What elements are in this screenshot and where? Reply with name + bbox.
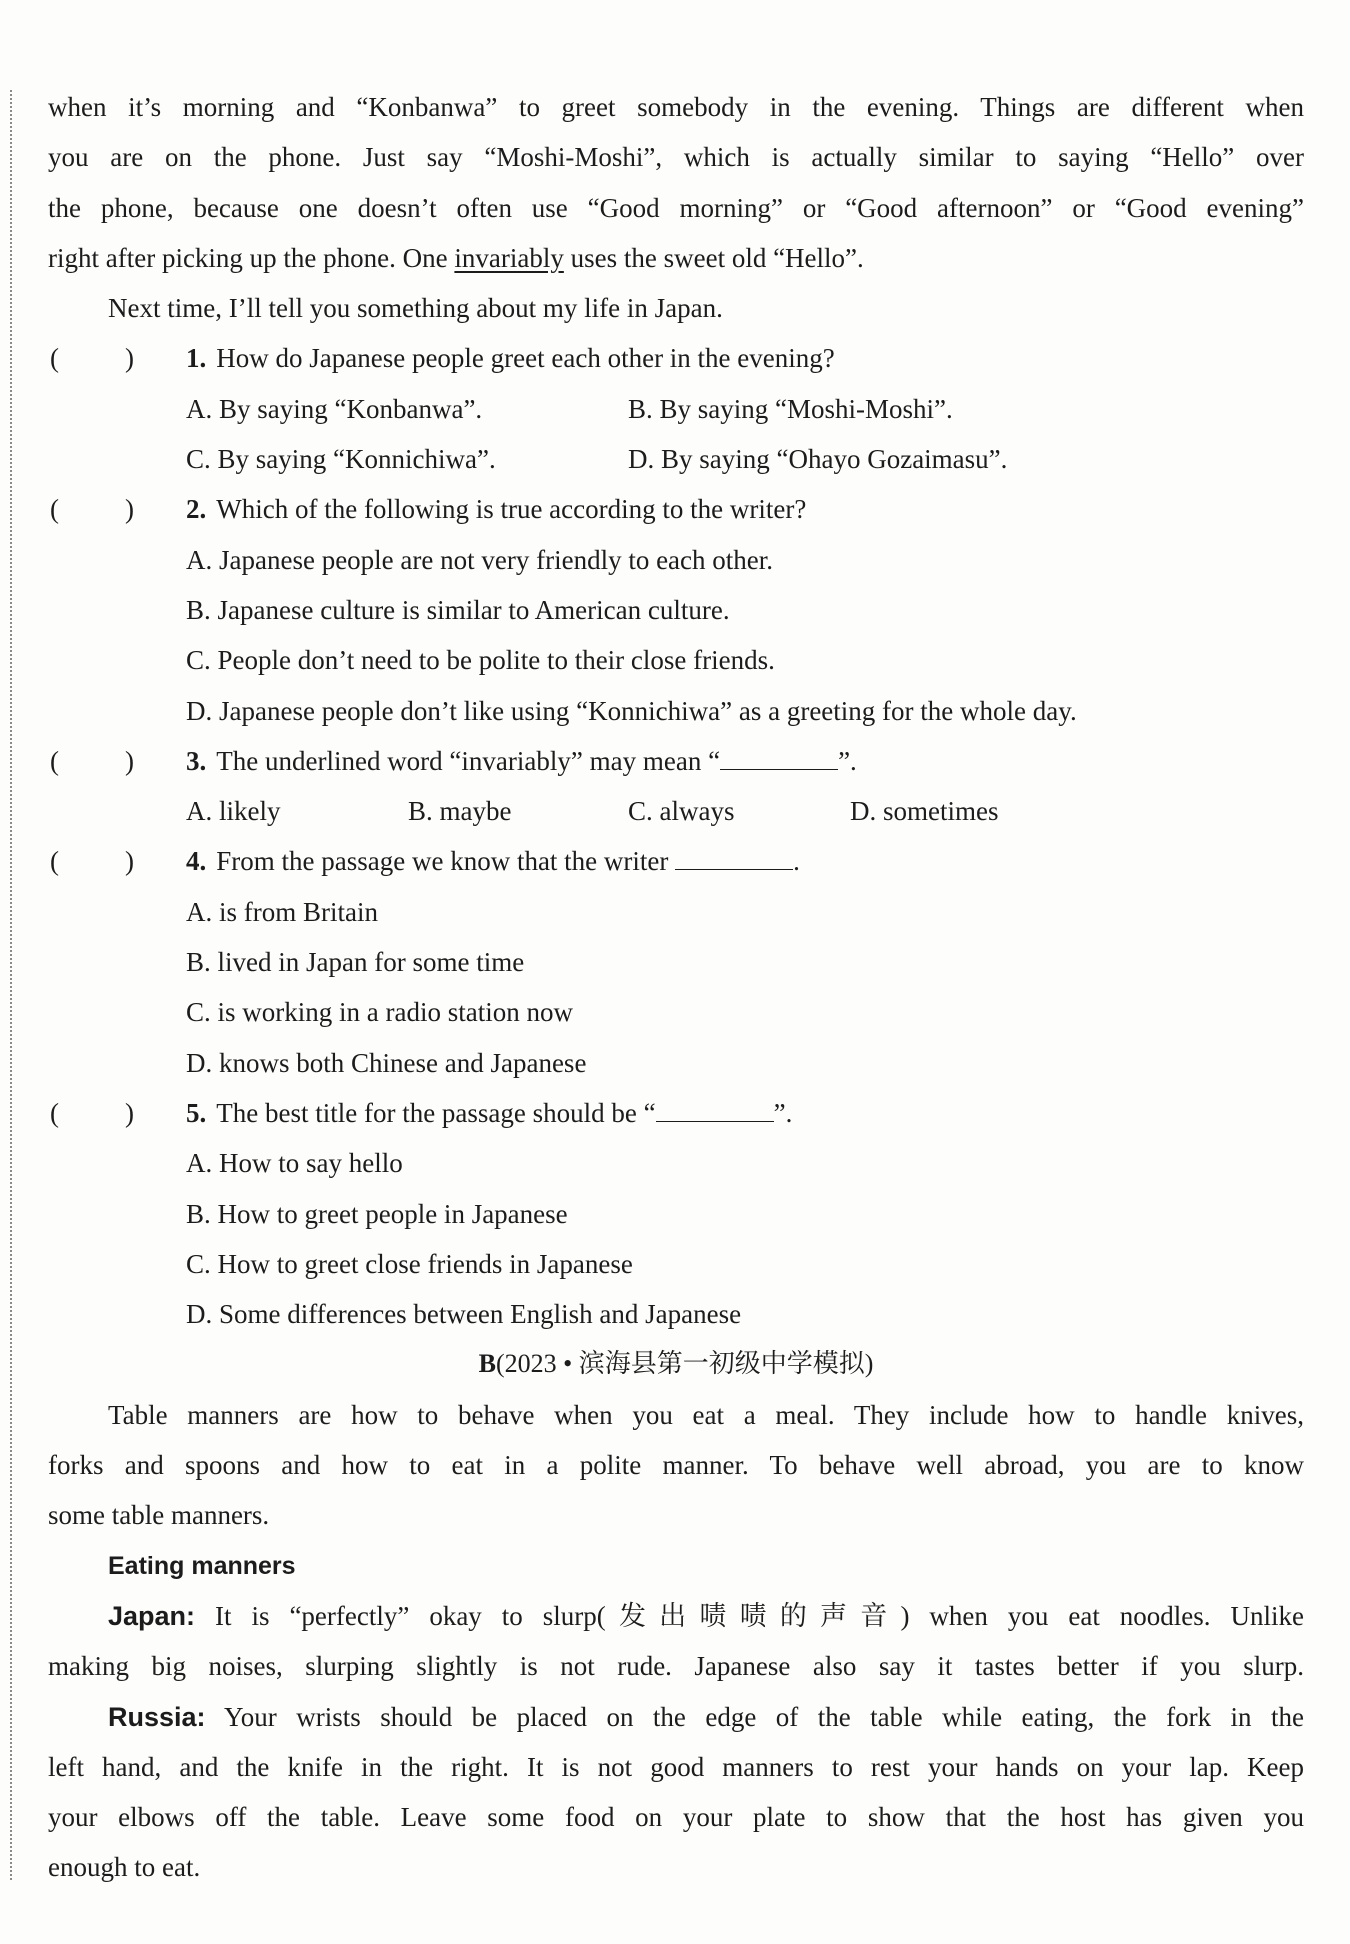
fill-blank[interactable] (656, 1099, 774, 1122)
options-row (48, 786, 1304, 836)
text-span: right after picking up the phone. One (48, 242, 455, 273)
fill-blank[interactable] (720, 747, 838, 770)
paren-right: ) (125, 1097, 134, 1128)
text-span: ”. (838, 745, 857, 776)
passage-line: some table manners. (48, 1500, 270, 1531)
question-stem: From the passage we know that the writer (216, 846, 676, 877)
option-d: D. sometimes (850, 796, 999, 827)
option-d: D. Japanese people don’t like using “Konnichiwa” as a greeting for the whole day. (186, 695, 1077, 726)
passage-line: Next time, I’ll tell you something about my life in Japan. (108, 293, 723, 324)
section-b-heading (48, 1339, 1304, 1389)
section-letter: B (478, 1349, 496, 1379)
question-stem: How do Japanese people greet each other in the evening? (216, 343, 835, 374)
question-stem: The underlined word “invariably” may mean “ (216, 745, 721, 776)
passage-line: Table manners are how to behave when you eat a meal. They include how to handle knives, (108, 1399, 1304, 1430)
fill-blank[interactable] (675, 847, 793, 870)
passage-line: the phone, because one doesn’t often use “Good morning” or “Good afternoon” or “Good evening” (48, 192, 1304, 223)
option-a: A. By saying “Konbanwa”. (186, 393, 483, 424)
paren-right: ) (125, 494, 134, 525)
option-a: A. Japanese people are not very friendly to each other. (186, 544, 774, 575)
subheading: Eating manners (108, 1551, 296, 1580)
paren-right: ) (125, 745, 134, 776)
question-2 (48, 484, 1304, 534)
option-c: C. always (628, 796, 735, 827)
question-number: 4. (186, 846, 207, 877)
option-a: A. likely (186, 796, 281, 827)
underlined-word: invariably (454, 242, 564, 273)
paren-right: ) (125, 343, 134, 374)
question-5 (48, 1088, 1304, 1138)
option-c: C. is working in a radio station now (186, 997, 573, 1028)
option-d: D. Some differences between English and Japanese (186, 1299, 742, 1330)
text-span: It is “perfectly” okay to slurp(发出啧啧的声音) when you eat noodles. Unlike (195, 1600, 1304, 1631)
option-c: C. People don’t need to be polite to their close friends. (186, 645, 775, 676)
question-number: 5. (186, 1097, 207, 1128)
paren-right: ) (125, 846, 134, 877)
paren-left: ( (50, 494, 59, 525)
paren-left: ( (50, 343, 59, 374)
option-c: C. How to greet close friends in Japanese (186, 1248, 633, 1279)
options-row (48, 384, 1304, 434)
question-3 (48, 736, 1304, 786)
options-row (48, 434, 1304, 484)
passage-line (48, 1692, 1304, 1742)
section-source: (2023 • 滨海县第一初级中学模拟) (495, 1349, 874, 1379)
passage-line: forks and spoons and how to eat in a polite manner. To behave well abroad, you are to know (48, 1450, 1304, 1481)
country-label: Japan: (108, 1600, 196, 1631)
question-stem: The best title for the passage should be “ (216, 1097, 656, 1128)
passage-line: left hand, and the knife in the right. It is not good manners to rest your hands on your lap. Keep (48, 1751, 1304, 1782)
paren-left: ( (50, 1097, 59, 1128)
question-1 (48, 333, 1304, 383)
option-d: D. knows both Chinese and Japanese (186, 1047, 587, 1078)
text-span: ”. (773, 1097, 793, 1128)
paren-left: ( (50, 745, 59, 776)
question-stem: Which of the following is true according to the writer? (216, 494, 807, 525)
option-d: D. By saying “Ohayo Gozaimasu”. (628, 444, 1008, 475)
text-span: uses the sweet old “Hello”. (563, 242, 864, 273)
option-c: C. By saying “Konnichiwa”. (186, 444, 496, 475)
option-b: B. Japanese culture is similar to American culture. (186, 594, 730, 625)
option-b: B. lived in Japan for some time (186, 947, 525, 978)
exam-page (48, 82, 1304, 1893)
option-a: A. is from Britain (186, 896, 378, 927)
question-number: 3. (186, 745, 207, 776)
option-a: A. How to say hello (186, 1148, 403, 1179)
option-b: B. maybe (408, 796, 512, 827)
passage-line (48, 233, 1304, 283)
text-span: Your wrists should be placed on the edge of the table while eating, the fork in the (205, 1701, 1304, 1732)
question-number: 2. (186, 494, 207, 525)
option-b: B. How to greet people in Japanese (186, 1198, 568, 1229)
passage-line: when it’s morning and “Konbanwa” to greet somebody in the evening. Things are different when (48, 92, 1304, 122)
passage-line: making big noises, slurping slightly is not rude. Japanese also say it tastes better if you slurp. (48, 1651, 1304, 1682)
passage-line (48, 1591, 1304, 1641)
passage-line: your elbows off the table. Leave some food on your plate to show that the host has given you (48, 1802, 1304, 1833)
passage-line: enough to eat. (48, 1852, 201, 1883)
country-label: Russia: (108, 1701, 206, 1732)
option-b: B. By saying “Moshi-Moshi”. (628, 393, 953, 424)
passage-line: you are on the phone. Just say “Moshi-Moshi”, which is actually similar to saying “Hello” over (48, 142, 1304, 173)
text-span: . (793, 846, 800, 877)
question-number: 1. (186, 343, 207, 374)
binding-margin-dotted-line (10, 90, 12, 1880)
paren-left: ( (50, 846, 59, 877)
question-4 (48, 836, 1304, 886)
